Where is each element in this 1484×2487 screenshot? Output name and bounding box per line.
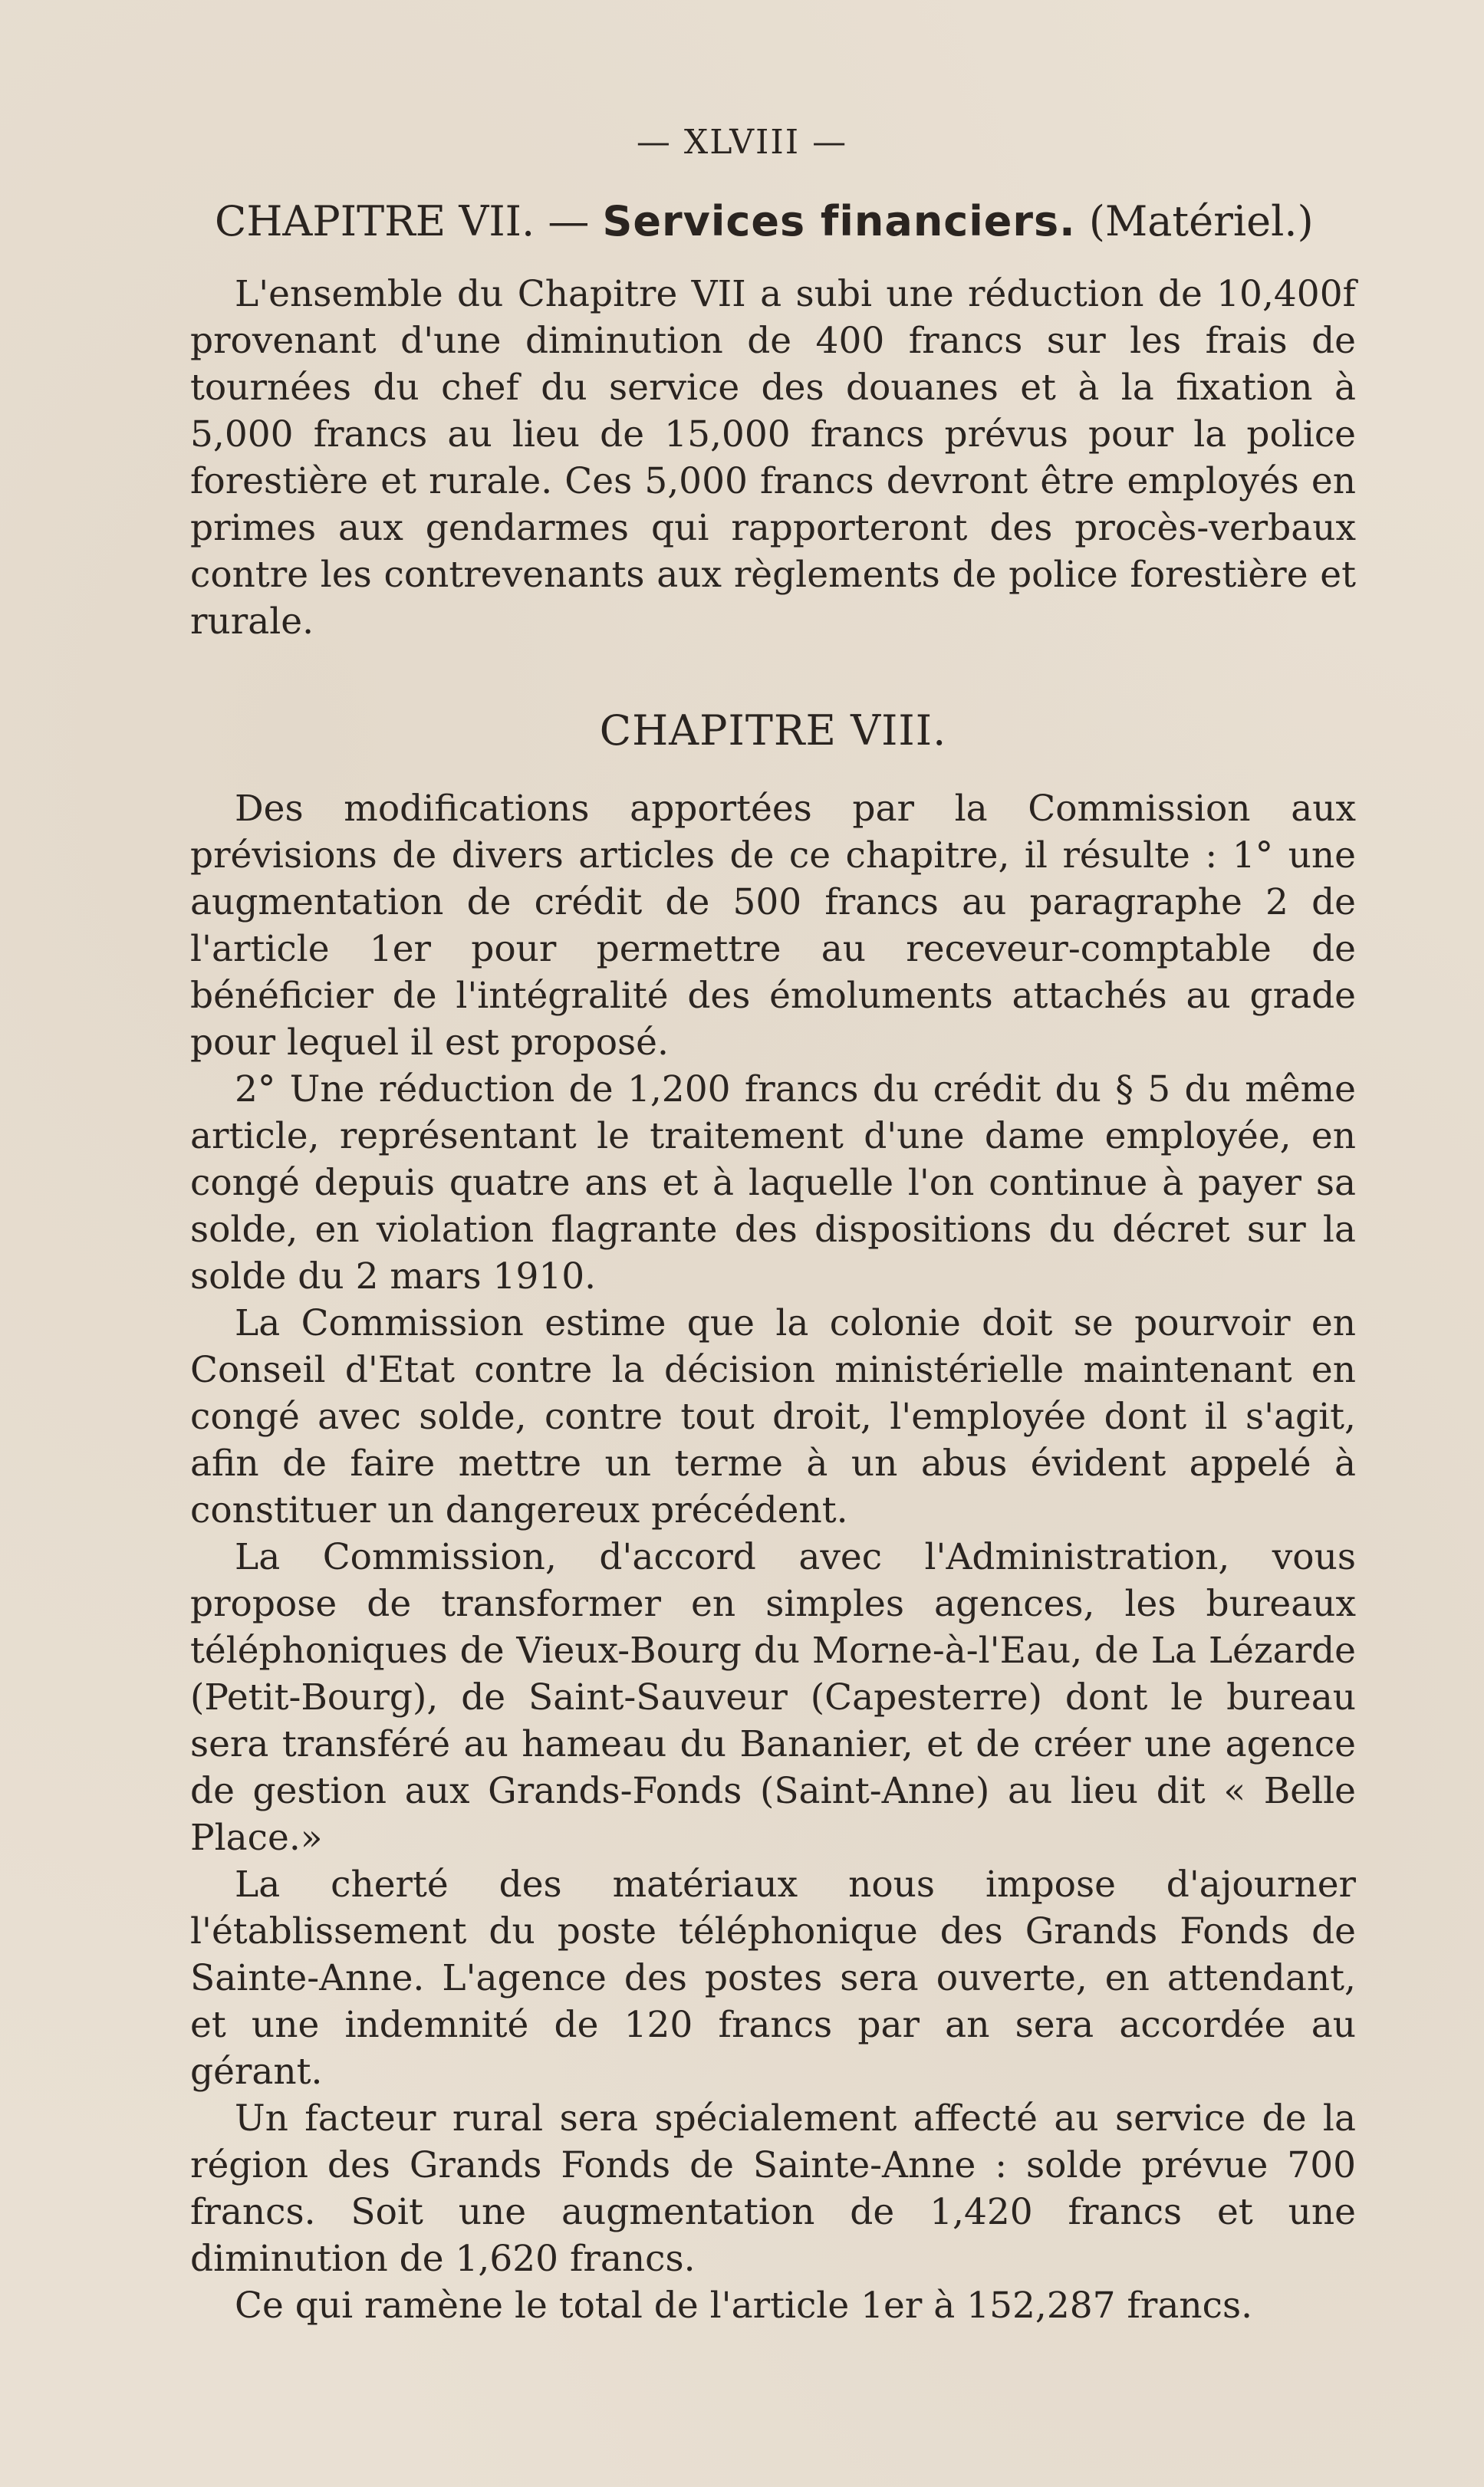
- chapter-vii-paragraph: L'ensemble du Chapitre VII a subi une réduction de 10,400f provenant d'une diminution de 400 francs sur les frais de tournées du chef du service des douanes et à la fixation à 5,000 francs au lieu de 15,000 francs prévus pour la police forestière et rurale. Ces 5,000 francs devront être employés en primes aux gendarmes qui rapporteront des procès-verbaux contre les contrevenants aux règlements de police forestière et rurale.: [190, 272, 1356, 643]
- chapter-vii-heading: [215, 196, 1356, 248]
- chapter-viii-paragraph: Des modifications apportées par la Commission aux prévisions de divers articles de ce chapitre, il résulte : 1° une augmentation de crédit de 500 francs au paragraphe 2 de l'article 1er pour permettre au receveur-comptable de bénéficier de l'intégralité des émoluments attachés au grade pour lequel il est proposé.: [190, 787, 1356, 1064]
- chapter-viii-paragraph: La cherté des matériaux nous impose d'ajourner l'établissement du poste téléphonique des Grands Fonds de Sainte-Anne. L'agence des postes sera ouverte, en attendant, et une indemnité de 120 francs par an sera accordée au gérant.: [190, 1863, 1356, 2093]
- chapter-viii-heading: CHAPITRE VIII.: [599, 706, 947, 755]
- chapter-viii-paragraph: La Commission estime que la colonie doit se pourvoir en Conseil d'Etat contre la décision ministérielle maintenant en congé avec solde, contre tout droit, l'employée dont il s'agit, afin de faire mettre un terme à un abus évident appelé à constituer un dangereux précédent.: [190, 1301, 1356, 1531]
- chapter-viii-paragraph: La Commission, d'accord avec l'Administration, vous propose de transformer en simples agences, les bureaux téléphoniques de Vieux-Bourg du Morne-à-l'Eau, de La Lézarde (Petit-Bourg), de Saint-Sauveur (Capesterre) dont le bureau sera transféré au hameau du Bananier, et de créer une agence de gestion aux Grands-Fonds (Saint-Anne) au lieu dit « Belle Place.»: [190, 1535, 1356, 1859]
- chapter-viii-paragraph: 2° Une réduction de 1,200 francs du crédit du § 5 du même article, représentant le traitement d'une dame employée, en congé depuis quatre ans et à laquelle l'on continue à payer sa solde, en violation flagrante des dispositions du décret sur la solde du 2 mars 1910.: [190, 1068, 1356, 1298]
- chapter-vii-subject: Services financiers.: [602, 197, 1076, 245]
- chapter-vii-label: CHAPITRE VII. —: [215, 197, 590, 245]
- text-block: [190, 196, 1356, 2329]
- chapter-viii-paragraph: Ce qui ramène le total de l'article 1er à 152,287 francs.: [235, 2284, 1253, 2327]
- chapter-viii-paragraph: Un facteur rural sera spécialement affecté au service de la région des Grands Fonds de Sainte-Anne : solde prévue 700 francs. Soit une augmentation de 1,420 francs et une diminution de 1,620 francs.: [190, 2097, 1356, 2280]
- page-number-header: — XLVIII —: [636, 123, 848, 162]
- chapter-vii-note: (Matériel.): [1088, 197, 1314, 245]
